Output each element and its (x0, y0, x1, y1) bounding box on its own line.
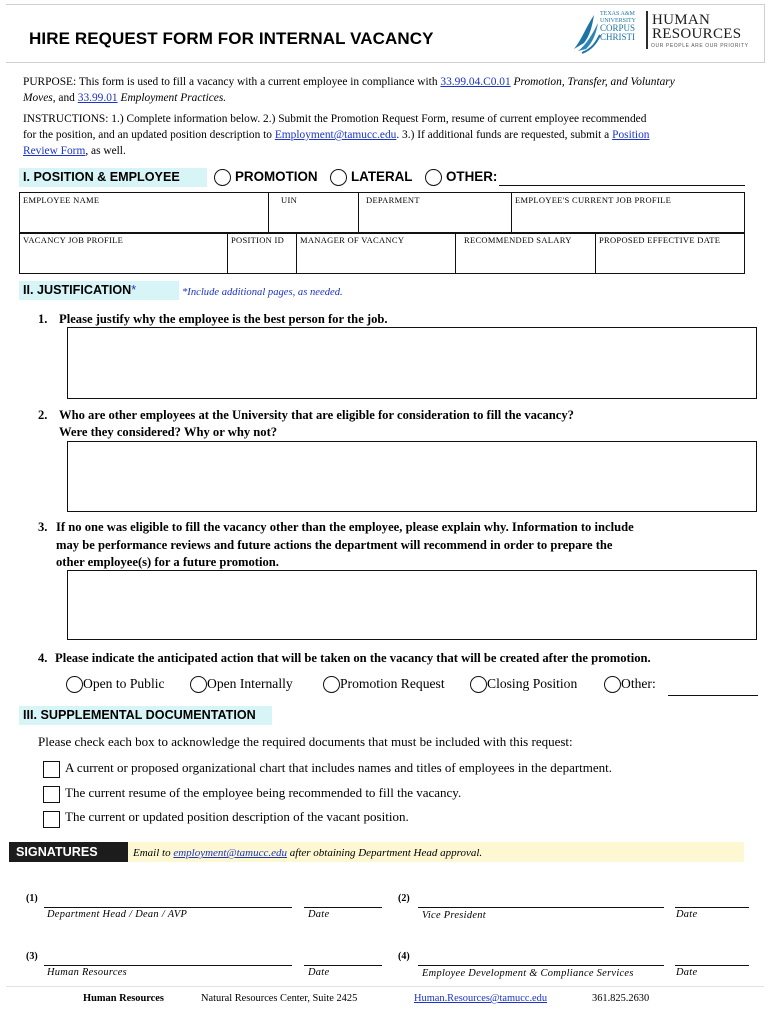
department-label: DEPARMENT (366, 195, 420, 205)
question-1-text: Please justify why the employee is the best person for the job. (59, 312, 388, 326)
question-3 (38, 519, 758, 572)
promotion-request-option[interactable] (323, 676, 445, 693)
question-3-answer-box[interactable] (67, 570, 757, 640)
position-review-form-link[interactable]: Position (612, 129, 650, 141)
question-2-text-cont: Were they considered? Why or why not? (59, 425, 278, 439)
logo-mark-line: CORPUS (600, 23, 636, 33)
instructions-text: , as well. (85, 145, 126, 157)
justification-heading-text: II. JUSTIFICATION (23, 283, 132, 297)
question-2-number: 2. (38, 408, 48, 422)
footer-phone: 361.825.2630 (592, 993, 650, 1004)
purpose-paragraph (23, 74, 743, 106)
question-1-number: 1. (38, 312, 48, 326)
position-id-label: POSITION ID (231, 235, 285, 245)
other-label: OTHER: (446, 169, 498, 184)
employee-name-field[interactable] (19, 192, 269, 234)
logo-mark-line: CHRISTI (600, 32, 636, 42)
signature-4-number: (4) (398, 951, 410, 962)
uin-field[interactable] (268, 192, 359, 234)
question-4-text: Please indicate the anticipated action that will be taken on the vacancy that will be created after the promotion. (55, 651, 651, 665)
closing-position-label: Closing Position (487, 676, 578, 691)
justification-note: *Include additional pages, as needed. (182, 287, 343, 298)
purpose-policy-title: Employment Practices. (120, 92, 227, 104)
policy-link-33-99-04[interactable]: 33.99.04.C0.01 (440, 76, 511, 88)
instructions-text: for the position, and an updated position description to (23, 129, 272, 141)
question-2-answer-box[interactable] (67, 441, 757, 512)
question-2-text: Who are other employees at the University that are eligible for consideration to fill the vacancy? (59, 408, 574, 422)
closing-position-radio[interactable] (470, 676, 487, 693)
lateral-label: LATERAL (351, 169, 413, 184)
purpose-text: , and (52, 92, 75, 104)
manager-of-vacancy-label: MANAGER OF VACANCY (300, 235, 405, 245)
open-internally-option[interactable] (190, 676, 293, 693)
other-action-input-line[interactable] (668, 695, 758, 696)
open-internally-radio[interactable] (190, 676, 207, 693)
department-field[interactable] (358, 192, 512, 234)
promotion-label: PROMOTION (235, 169, 318, 184)
other-radio[interactable] (425, 169, 442, 186)
resume-label: The current resume of the employee being recommended to fill the vacancy. (65, 785, 462, 800)
signatures-note-text: Email to (133, 847, 171, 859)
signature-1-label: Department Head / Dean / AVP (47, 909, 188, 920)
signatures-note (128, 842, 744, 862)
purpose-label: PURPOSE: (23, 76, 77, 88)
header-divider (6, 62, 764, 63)
position-review-form-link-cont[interactable]: Review Form (23, 145, 86, 157)
footer-email-link[interactable]: Human.Resources@tamucc.edu (414, 993, 548, 1004)
logo-divider (646, 11, 648, 49)
logo-mark-line: UNIVERSITY (600, 17, 636, 24)
footer-department: Human Resources (83, 993, 164, 1004)
other-input-line[interactable] (499, 185, 745, 186)
question-1-answer-box[interactable] (67, 327, 757, 399)
purpose-policy-title-cont: Moves (23, 92, 53, 104)
page-title: HIRE REQUEST FORM FOR INTERNAL VACANCY (29, 29, 434, 48)
signatures-email-link[interactable]: employment@tamucc.edu (173, 847, 288, 859)
footer-divider (6, 986, 764, 987)
signature-3-number: (3) (26, 951, 38, 962)
signature-4-date-label: Date (676, 967, 698, 978)
section-justification-heading (19, 281, 179, 300)
signature-4-date-line[interactable] (675, 965, 749, 966)
lateral-radio[interactable] (330, 169, 347, 186)
supplemental-intro: Please check each box to acknowledge the required documents that must be included with this request: (38, 734, 573, 749)
position-description-checkbox[interactable] (43, 811, 60, 828)
instructions-paragraph (23, 111, 743, 159)
position-id-field[interactable] (227, 232, 297, 274)
instructions-label: INSTRUCTIONS: (23, 113, 109, 125)
logo-tagline: OUR PEOPLE ARE OUR PRIORITY (651, 43, 749, 49)
question-3-number: 3. (38, 520, 48, 534)
question-3-text: If no one was eligible to fill the vacancy other than the employee, please explain why. Information to include (56, 520, 634, 534)
employment-email-link[interactable]: Employment@tamucc.edu (274, 129, 397, 141)
signature-4-label: Employee Development & Compliance Services (422, 968, 634, 979)
signatures-note-text: after obtaining Department Head approval. (289, 847, 483, 859)
university-logo (572, 9, 644, 55)
signature-3-date-line[interactable] (304, 965, 382, 966)
question-3-text-cont: may be performance reviews and future actions the department will recommend in order to prepare the (56, 537, 613, 552)
manager-of-vacancy-field[interactable] (296, 232, 456, 274)
instructions-text: . 3.) If additional funds are requested, submit a (396, 129, 610, 141)
resume-checkbox[interactable] (43, 786, 60, 803)
org-chart-checkbox[interactable] (43, 761, 60, 778)
org-chart-label: A current or proposed organizational chart that includes names and titles of employees in the department. (65, 760, 613, 775)
policy-link-33-99-01[interactable]: 33.99.01 (77, 92, 118, 104)
proposed-effective-date-field[interactable] (595, 232, 745, 274)
signature-2-label: Vice President (422, 910, 486, 921)
signature-1-date-label: Date (308, 909, 330, 920)
instructions-text: 1.) Complete information below. 2.) Submit the Promotion Request Form, resume of current employee recommended (111, 113, 647, 125)
closing-position-option[interactable] (470, 676, 577, 693)
signature-1-line[interactable] (44, 907, 292, 908)
signature-3-line[interactable] (44, 965, 292, 966)
open-to-public-option[interactable] (66, 676, 165, 693)
signature-2-date-line[interactable] (675, 907, 749, 908)
signature-2-line[interactable] (418, 907, 664, 908)
other-option[interactable] (425, 168, 497, 186)
current-job-profile-field[interactable] (511, 192, 745, 234)
purpose-policy-title: Promotion, Transfer, and Voluntary (513, 76, 675, 88)
logo-name-line2: RESOURCES (652, 26, 742, 42)
signature-2-number: (2) (398, 893, 410, 904)
logo-name-line1: HUMAN (652, 12, 711, 28)
question-3-text-cont: other employee(s) for a future promotion. (56, 555, 279, 569)
vacancy-job-profile-label: VACANCY JOB PROFILE (23, 235, 124, 245)
other-action-option[interactable] (604, 676, 656, 693)
logo-name (652, 13, 741, 41)
open-to-public-label: Open to Public (83, 676, 165, 691)
question-1 (38, 311, 758, 328)
proposed-effective-date-label: PROPOSED EFFECTIVE DATE (599, 235, 721, 245)
employee-name-label: EMPLOYEE NAME (23, 195, 100, 205)
signature-2-date-label: Date (676, 909, 698, 920)
signature-1-date-line[interactable] (304, 907, 382, 908)
lateral-option[interactable] (330, 168, 413, 186)
promotion-option[interactable] (214, 168, 318, 186)
other-action-label: Other: (621, 676, 656, 691)
signatures-heading: SIGNATURES (9, 842, 128, 862)
signature-4-line[interactable] (418, 965, 664, 966)
signature-1-number: (1) (26, 893, 38, 904)
current-job-profile-label: EMPLOYEE'S CURRENT JOB PROFILE (515, 195, 672, 205)
question-4-number: 4. (38, 651, 48, 665)
position-description-label: The current or updated position description of the vacant position. (65, 809, 409, 824)
open-to-public-radio[interactable] (66, 676, 83, 693)
promotion-request-label: Promotion Request (340, 676, 445, 691)
footer-address: Natural Resources Center, Suite 2425 (201, 993, 358, 1004)
justification-asterisk: * (131, 283, 137, 297)
promotion-request-radio[interactable] (323, 676, 340, 693)
question-2 (38, 407, 758, 441)
promotion-radio[interactable] (214, 169, 231, 186)
signature-3-date-label: Date (308, 967, 330, 978)
logo-mark-line: TEXAS A&M (600, 11, 635, 17)
recommended-salary-label: RECOMMENDED SALARY (464, 235, 572, 245)
section-position-employee-heading: I. POSITION & EMPLOYEE (19, 168, 207, 187)
other-action-radio[interactable] (604, 676, 621, 693)
vacancy-job-profile-field[interactable] (19, 232, 228, 274)
open-internally-label: Open Internally (207, 676, 293, 691)
uin-label: UIN (281, 195, 298, 205)
recommended-salary-field[interactable] (455, 232, 596, 274)
question-4 (38, 650, 768, 667)
section-supplemental-heading: III. SUPPLEMENTAL DOCUMENTATION (19, 706, 272, 725)
signature-3-label: Human Resources (47, 967, 128, 978)
purpose-text: This form is used to fill a vacancy with a current employee in compliance with (78, 76, 438, 88)
